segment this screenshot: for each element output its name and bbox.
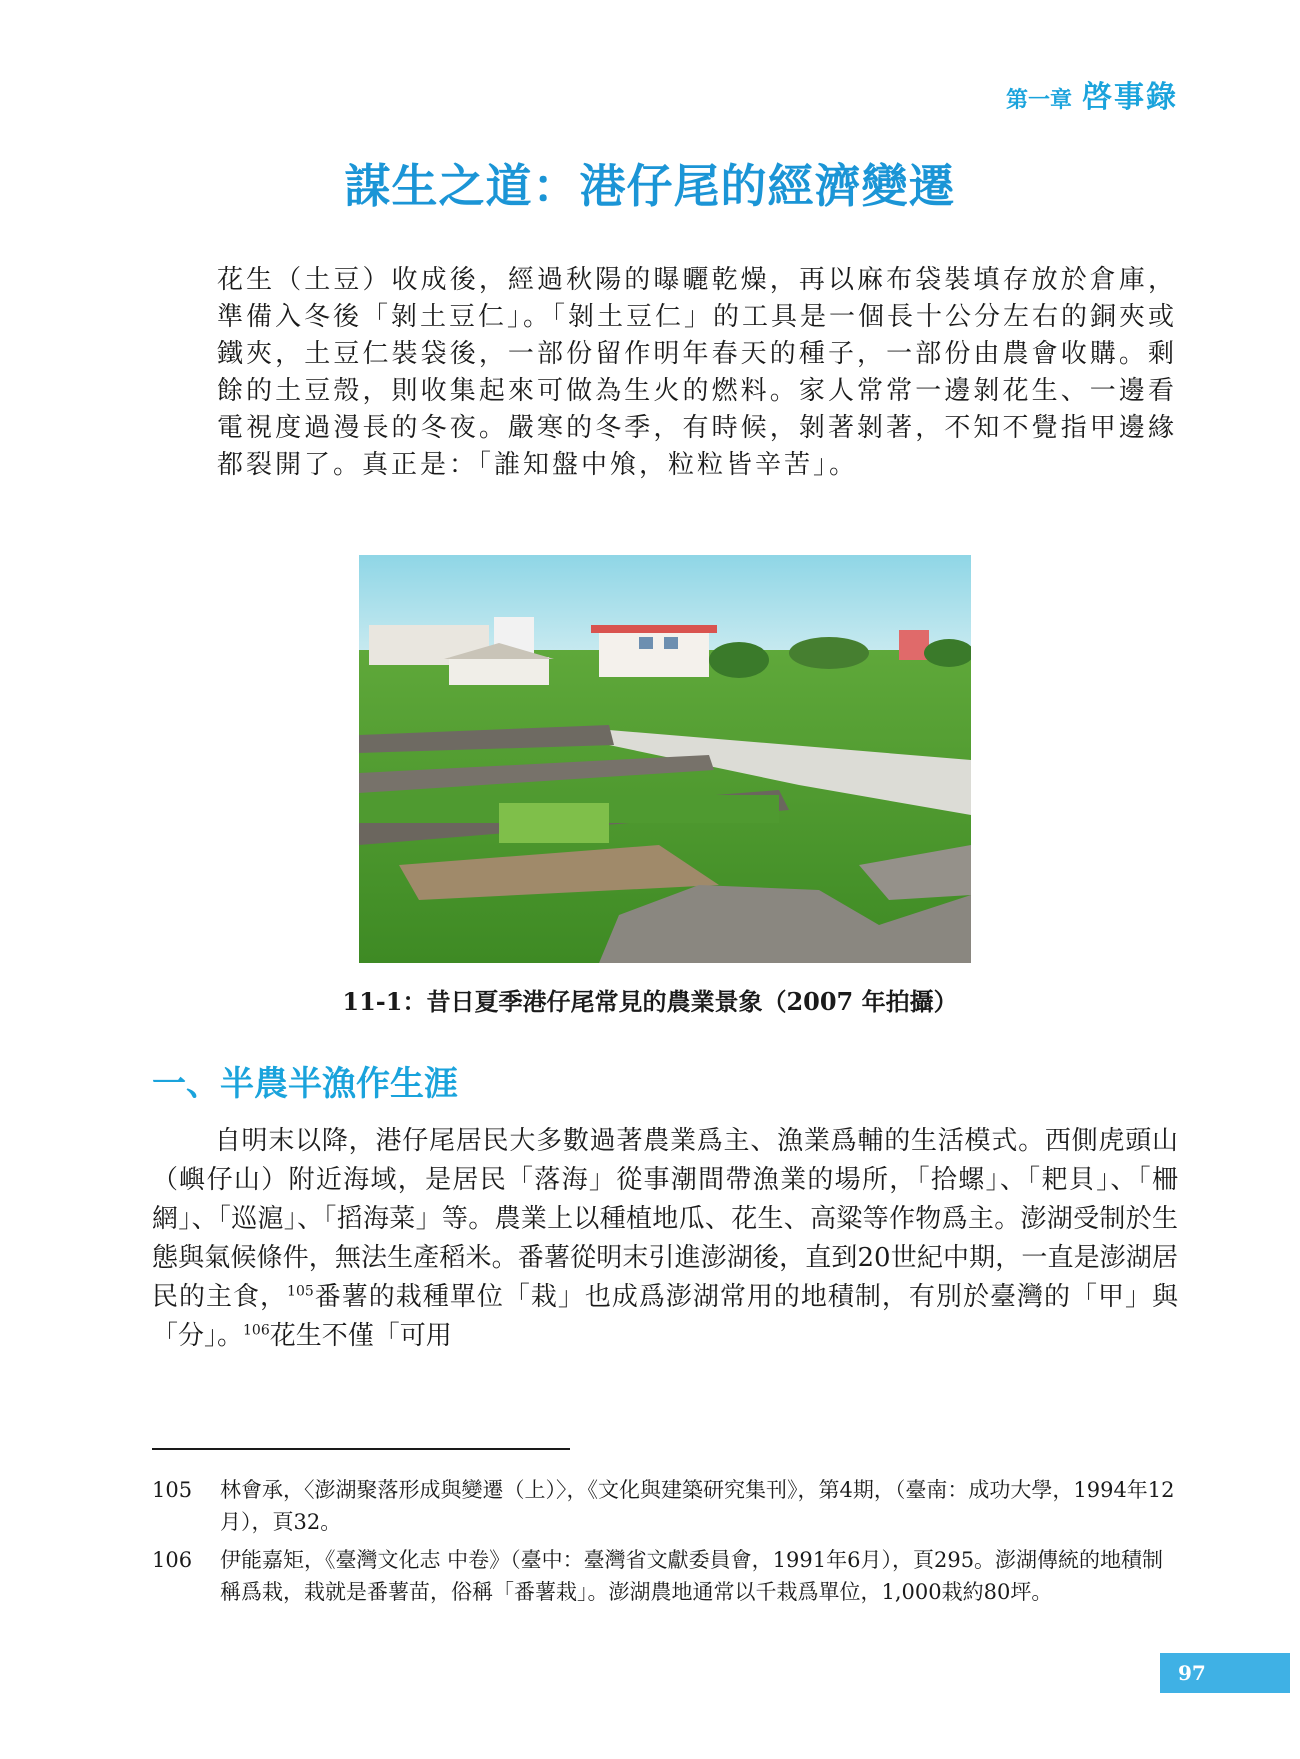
body-text-part3: 花生不僅「可用: [269, 1321, 452, 1351]
running-header: [1006, 72, 1178, 116]
photo-illustration: [359, 555, 971, 963]
body-text-part2: 番薯的栽種單位「栽」也成爲澎湖常用的地積制，有別於臺灣的「甲」與「分」。: [152, 1282, 1178, 1351]
page-number-box: [1160, 1653, 1290, 1693]
footnote-text: 伊能嘉矩，《臺灣文化志 中卷》（臺中：臺灣省文獻委員會，1991年6月），頁295。澎湖傳統的地積制稱爲栽，栽就是番薯苗，俗稱「番薯栽」。澎湖農地通常以千栽爲單位，1,000栽約80坪。: [220, 1548, 1164, 1604]
farm-landscape-photo: [359, 555, 971, 963]
page-title: 謀生之道：港仔尾的經濟變遷: [344, 159, 956, 213]
footnote-text: 林會承，〈澎湖聚落形成與變遷（上）〉，《文化與建築研究集刊》，第4期，（臺南：成功大學，1994年12月），頁32。: [220, 1478, 1175, 1534]
intro-paragraph: 花生（土豆）收成後，經過秋陽的曝曬乾燥，再以麻布袋裝填存放於倉庫，準備入冬後「剝土豆仁」。「剝土豆仁」的工具是一個長十公分左右的銅夾或鐵夾，土豆仁裝袋後，一部份留作明年春天的種子，一部份由農會收購。剩餘的土豆殼，則收集起來可做為生火的燃料。家人常常一邊剝花生、一邊看電視度過漫長的冬夜。嚴寒的冬季，有時候，剝著剝著，不知不覺指甲邊緣都裂開了。真正是：「誰知盤中飧，粒粒皆辛苦」。: [217, 265, 1178, 480]
section-body: [152, 1122, 1178, 1356]
footnote-ref-106[interactable]: 106: [243, 1322, 270, 1339]
body-text-part1: 自明末以降，港仔尾居民大多數過著農業爲主、漁業爲輔的生活模式。西側虎頭山（嶼仔山）附近海域，是居民「落海」從事潮間帶漁業的場所，「拾螺」、「耙貝」、「柵網」、「巡滬」、「搯海菜」等。農業上以種植地瓜、花生、高粱等作物爲主。澎湖受制於生態與氣候條件，無法生產稻米。番薯從明末引進澎湖後，直到20世紀中期，一直是澎湖居民的主食，: [152, 1126, 1178, 1312]
footnote-number: 106: [152, 1548, 193, 1572]
footnote-ref-105[interactable]: 105: [287, 1283, 314, 1300]
footnote-106: [152, 1544, 1178, 1608]
footnote-number: 105: [152, 1478, 193, 1502]
chapter-label: 第一章: [1005, 88, 1072, 113]
page-number: 97: [1178, 1661, 1206, 1685]
section-heading: 一、半農半漁作生涯: [152, 1064, 458, 1104]
chapter-title: 啓事錄: [1082, 80, 1178, 115]
footnote-list: [152, 1474, 1178, 1614]
footnote-divider: [152, 1448, 570, 1450]
footnote-105: [152, 1474, 1178, 1538]
photo-caption: 11-1：昔日夏季港仔尾常見的農業景象（2007 年拍攝）: [342, 987, 958, 1016]
